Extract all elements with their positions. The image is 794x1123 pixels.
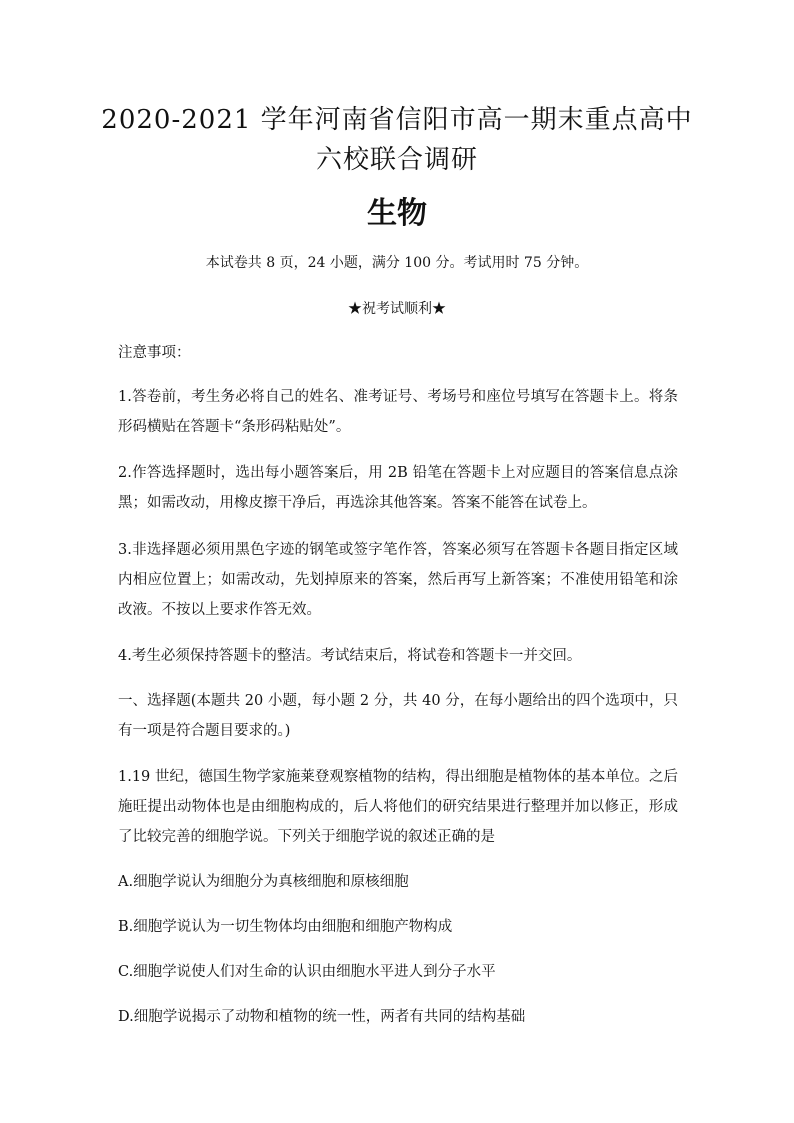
notice-heading: 注意事项： xyxy=(118,345,191,361)
notice-item-1: 1.答卷前，考生务必将自己的姓名、准考证号、考场号和座位号填写在答题卡上。将条形码横贴在答题卡“条形码粘贴处”。 xyxy=(118,389,678,435)
question-1-option-d: D.细胞学说揭示了动物和植物的统一性，两者有共同的结构基础 xyxy=(118,1009,526,1025)
section-heading: 一、选择题(本题共 20 小题，每小题 2 分，共 40 分，在每小题给出的四个选项中，只有一项是符合题目要求的。) xyxy=(118,693,678,739)
question-1-option-c: C.细胞学说使人们对生命的认识由细胞水平进人到分子水平 xyxy=(118,964,496,980)
notice-item-4: 4.考生必须保持答题卡的整洁。考试结束后，将试卷和答题卡一并交回。 xyxy=(118,648,582,664)
exam-title: 2020-2021 学年河南省信阳市高一期末重点高中六校联合调研 xyxy=(101,105,693,175)
question-1-option-b: B.细胞学说认为一切生物体均由细胞和细胞产物构成 xyxy=(118,919,453,935)
good-luck-line: ★祝考试顺利★ xyxy=(348,301,446,317)
question-1-option-a: A.细胞学说认为细胞分为真核细胞和原核细胞 xyxy=(118,874,409,890)
notice-item-2: 2.作答选择题时，选出每小题答案后，用 2B 铅笔在答题卡上对应题目的答案信息点涂黑；如需改动，用橡皮擦干净后，再选涂其他答案。答案不能答在试卷上。 xyxy=(118,465,678,511)
exam-info: 本试卷共 8 页，24 小题，满分 100 分。考试用时 75 分钟。 xyxy=(205,255,589,271)
question-1-stem: 1.19 世纪，德国生物学家施莱登观察植物的结构，得出细胞是植物体的基本单位。之后施旺提出动物体也是由细胞构成的，后人将他们的研究结果进行整理并加以修正，形成了比较完善的细胞学说。下列关于细胞学说的叙述正确的是 xyxy=(118,769,678,845)
subject-heading: 生物 xyxy=(367,196,427,231)
notice-item-3: 3.非选择题必须用黑色字迹的钢笔或签字笔作答，答案必须写在答题卡各题目指定区域内相应位置上；如需改动，先划掉原来的答案，然后再写上新答案；不准使用铅笔和涂改液。不按以上要求作答无效。 xyxy=(118,542,678,618)
